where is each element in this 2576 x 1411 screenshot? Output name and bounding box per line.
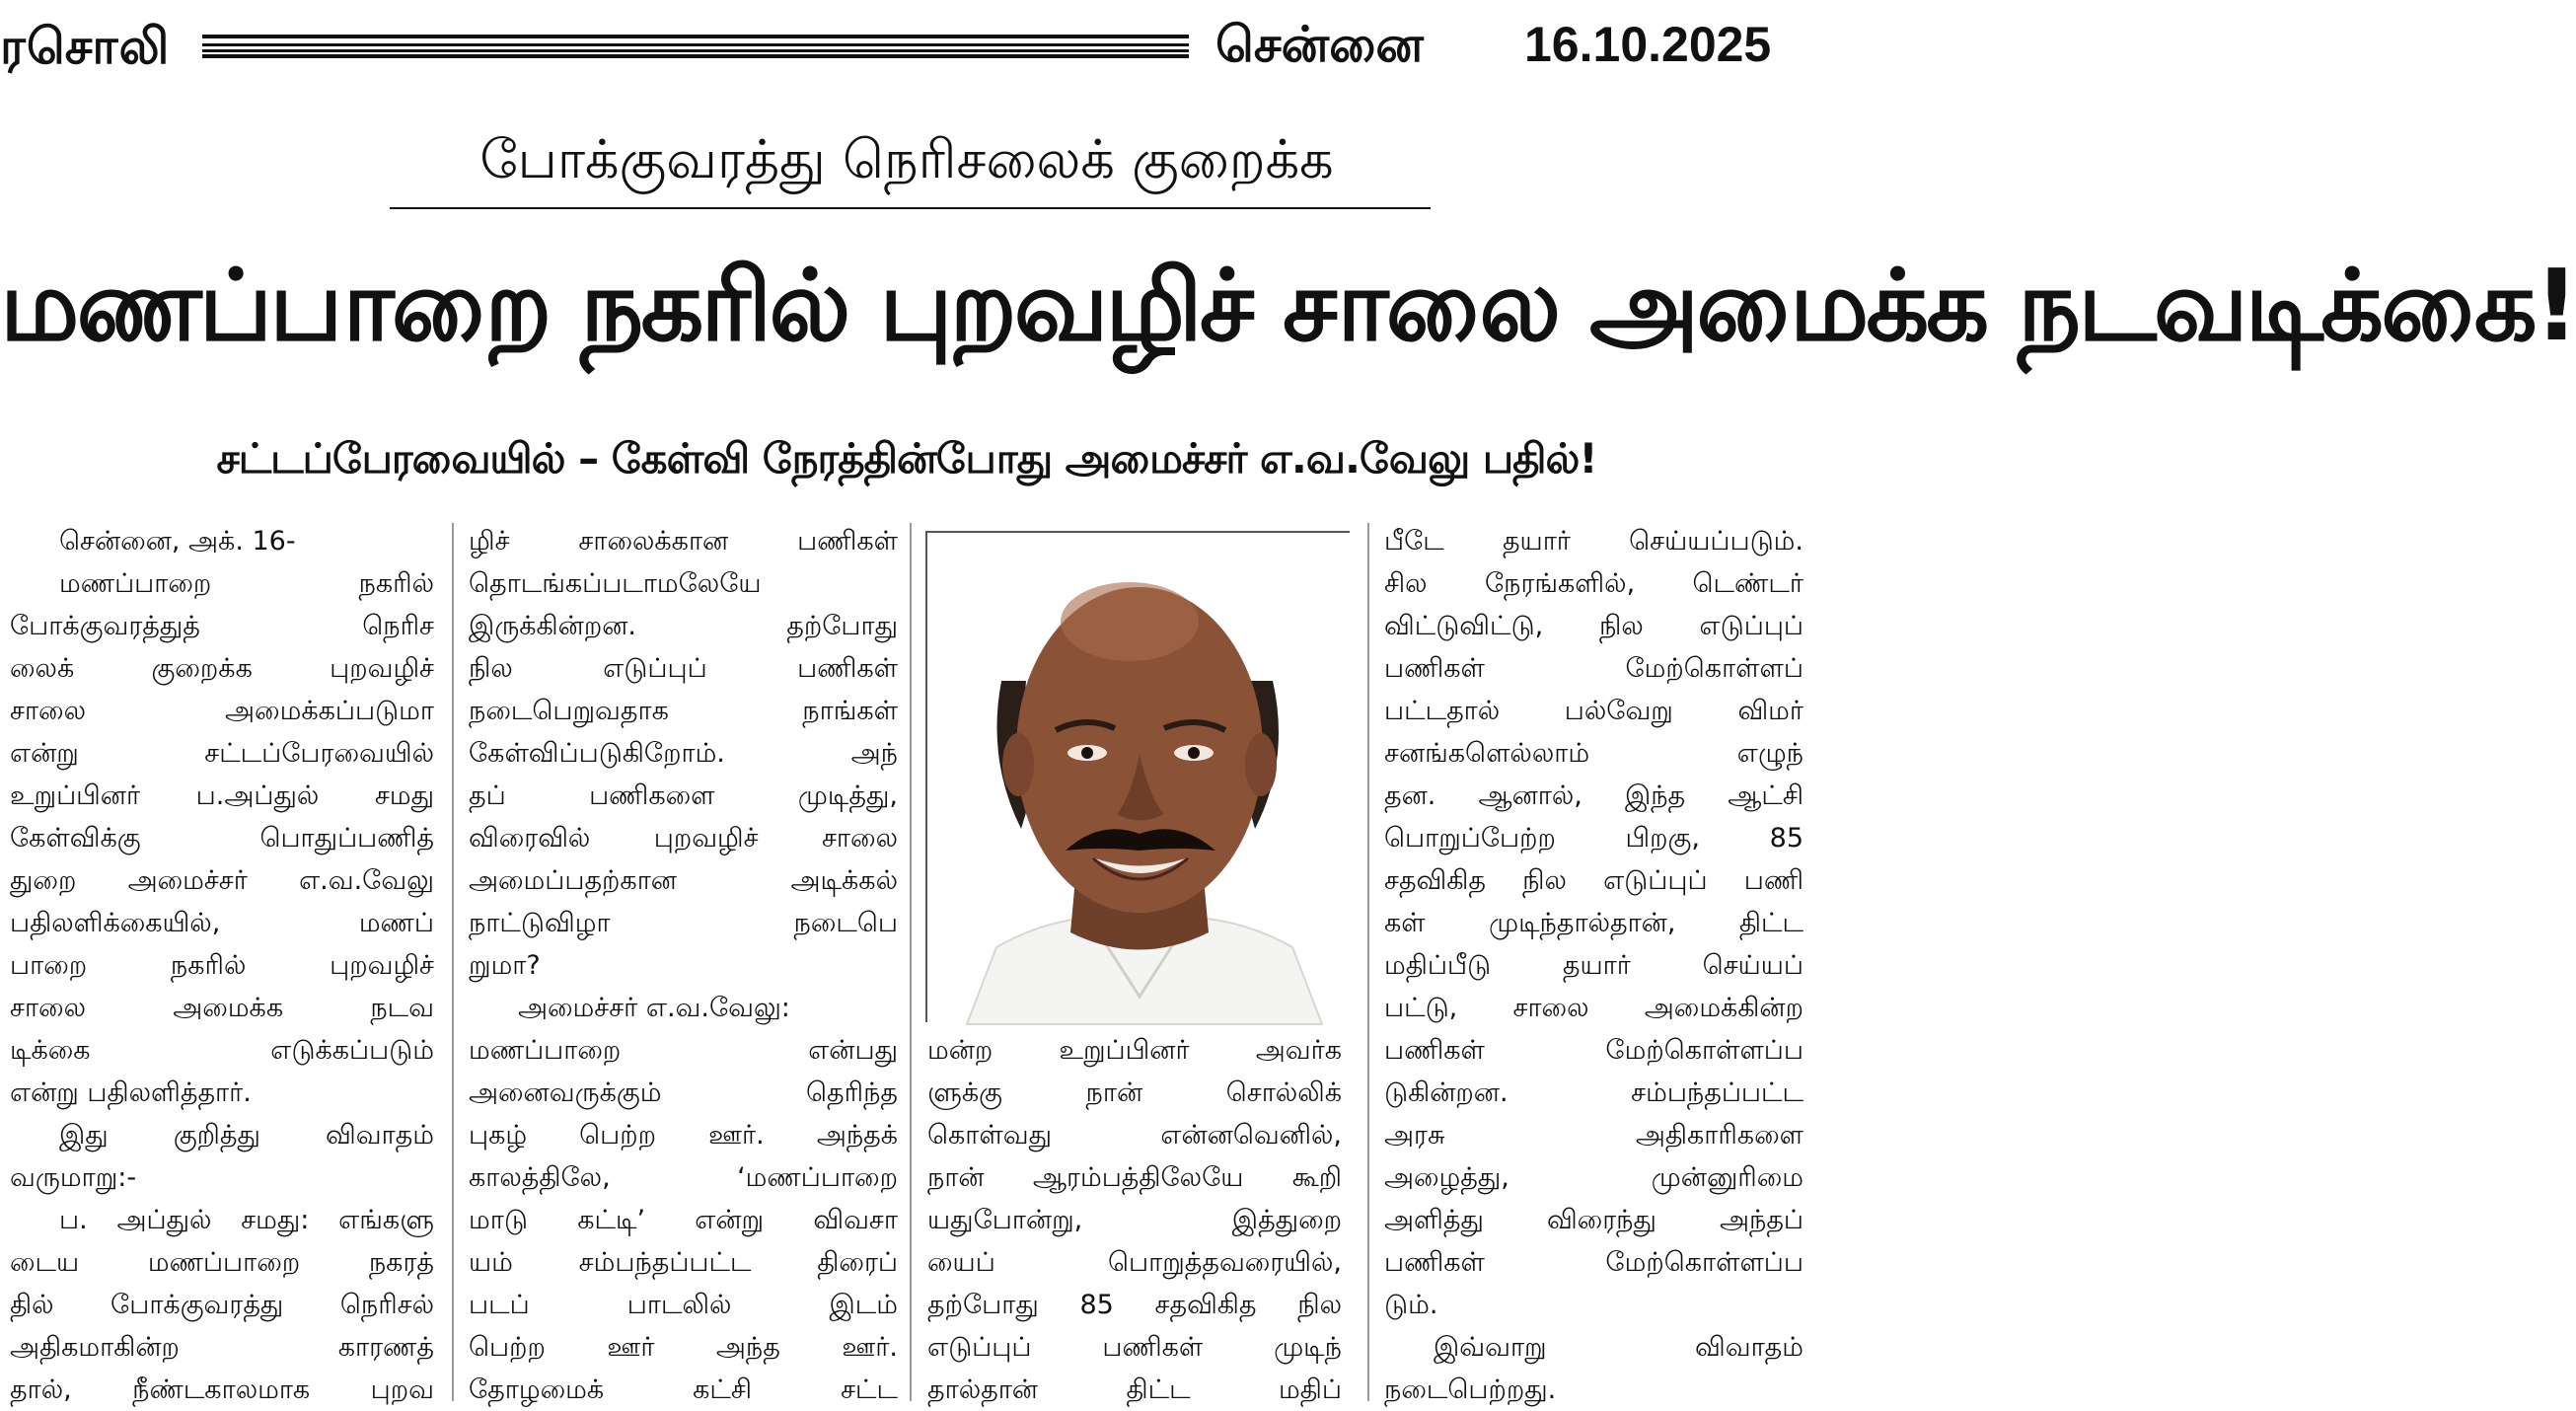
text-line: அழைத்து, முன்னுரிமை — [1384, 1162, 1803, 1193]
text-line: எடுப்புப் பணிகள் முடிந் — [927, 1332, 1342, 1363]
text-line: நான் ஆரம்பத்திலேயே கூறி — [927, 1162, 1342, 1193]
column-divider — [452, 523, 454, 1401]
text-line: பாறை நகரில் புறவழிச் — [10, 950, 434, 981]
text-line: மன்ற உறுப்பினர் அவர்க — [927, 1035, 1342, 1066]
text-line: இது குறித்து விவாதம் — [59, 1120, 434, 1151]
text-line: அதிகமாகின்ற காரணத் — [10, 1332, 434, 1363]
kicker-underline — [390, 207, 1431, 209]
text-line: கள் முடிந்தால்தான், திட்ட — [1384, 908, 1803, 938]
text-line: தன. ஆனால், இந்த ஆட்சி — [1384, 780, 1803, 811]
text-line: வருமாறு:- — [10, 1162, 137, 1193]
text-line: விட்டுவிட்டு, நில எடுப்புப் — [1384, 611, 1803, 641]
text-line: விரைவில் புறவழிச் சாலை — [469, 823, 898, 854]
sub-headline: சட்டப்பேரவையில் – கேள்வி நேரத்தின்போது அமைச்சர் எ.வ.வேலு பதில்! — [216, 434, 1597, 483]
text-line: றுமா? — [469, 950, 541, 981]
text-line: டிக்கை எடுக்கப்படும் — [10, 1035, 434, 1066]
main-headline: மணப்பாறை நகரில் புறவழிச் சாலை அமைக்க நடவடிக்கை! — [0, 248, 2576, 363]
text-line: அமைப்பதற்கான அடிக்கல் — [469, 865, 898, 896]
text-line: பெற்ற ஊர் அந்த ஊர். — [469, 1332, 898, 1363]
text-line: அளித்து விரைந்து அந்தப் — [1384, 1205, 1803, 1235]
masthead — [0, 0, 1813, 99]
text-line: உறுப்பினர் ப.அப்துல் சமது — [10, 780, 434, 811]
text-line: சாலை அமைக்கப்படுமா — [10, 696, 434, 726]
text-line: டுகின்றன. சம்பந்தப்பட்ட — [1384, 1077, 1803, 1108]
text-line: அனைவருக்கும் தெரிந்த — [469, 1077, 898, 1108]
text-line: நில எடுப்புப் பணிகள் — [469, 653, 898, 684]
text-line: மணப்பாறை நகரில் — [59, 568, 434, 599]
text-line: அமைச்சர் எ.வ.வேலு: — [518, 993, 790, 1023]
article-column-2 — [469, 520, 898, 1411]
text-line: தால்தான் திட்ட மதிப் — [927, 1374, 1342, 1405]
text-line: இருக்கின்றன. தற்போது — [469, 611, 898, 641]
text-line: தப் பணிகளை முடித்து, — [469, 780, 898, 811]
text-line: கேள்விக்கு பொதுப்பணித் — [10, 823, 434, 854]
text-line: கொள்வது என்னவெனில், — [927, 1120, 1342, 1151]
text-line: போக்குவரத்துத் நெரிச — [10, 611, 434, 641]
text-line: பணிகள் மேற்கொள்ளப்ப — [1384, 1247, 1803, 1278]
text-line: சாலை அமைக்க நடவ — [10, 993, 434, 1023]
text-line: பீடே தயார் செய்யப்படும். — [1384, 526, 1803, 557]
dateline-city: சென்னை — [1215, 16, 1424, 73]
text-line: தில் போக்குவரத்து நெரிசல் — [10, 1290, 434, 1320]
column-divider — [1367, 523, 1369, 1401]
text-line: இவ்வாறு விவாதம் — [1434, 1332, 1803, 1363]
text-line: தற்போது 85 சதவிகித நில — [927, 1290, 1342, 1320]
text-line: நடைபெற்றது. — [1384, 1374, 1557, 1405]
text-line: சனங்களெல்லாம் எழுந் — [1384, 738, 1803, 769]
text-line: மதிப்பீடு தயார் செய்யப் — [1384, 950, 1803, 981]
article-column-3 — [927, 1029, 1342, 1411]
text-line: தொடங்கப்படாமலேயே — [469, 568, 762, 599]
minister-photo — [925, 531, 1350, 1022]
text-line: டைய மணப்பாறை நகரத் — [10, 1247, 434, 1278]
text-line: பணிகள் மேற்கொள்ளப்ப — [1384, 1035, 1803, 1066]
text-line: காலத்திலே, ‘மணப்பாறை — [469, 1162, 898, 1193]
text-line: தோழமைக் கட்சி சட்ட — [469, 1374, 898, 1405]
column-divider — [910, 523, 912, 1401]
text-line: புகழ் பெற்ற ஊர். அந்தக் — [469, 1120, 898, 1151]
text-line: யைப் பொறுத்தவரையில், — [927, 1247, 1342, 1278]
kicker-headline: போக்குவரத்து நெரிசலைக் குறைக்க — [479, 128, 1334, 190]
text-line: மணப்பாறை என்பது — [469, 1035, 898, 1066]
text-line: லைக் குறைக்க புறவழிச் — [10, 653, 434, 684]
text-line: ழிச் சாலைக்கான பணிகள் — [469, 526, 898, 557]
text-line: யதுபோன்று, இத்துறை — [927, 1205, 1342, 1235]
text-line: துறை அமைச்சர் எ.வ.வேலு — [10, 865, 434, 896]
text-line: என்று பதிலளித்தார். — [10, 1077, 252, 1108]
text-line: பட்டதால் பல்வேறு விமர் — [1384, 696, 1803, 726]
article-column-4 — [1384, 520, 1803, 1411]
newspaper-name: ரசொலி — [0, 18, 171, 75]
portrait-illustration — [927, 533, 1352, 1024]
text-line: படப் பாடலில் இடம் — [469, 1290, 898, 1320]
text-line: பதிலளிக்கையில், மணப் — [10, 908, 434, 938]
text-line: கேள்விப்படுகிறோம். அந் — [469, 738, 898, 769]
text-line: ளுக்கு நான் சொல்லிக் — [927, 1077, 1342, 1108]
text-line: அரசு அதிகாரிகளை — [1384, 1120, 1803, 1151]
text-line: சென்னை, அக். 16- — [59, 526, 296, 557]
text-line: யம் சம்பந்தப்பட்ட திரைப் — [469, 1247, 898, 1278]
text-line: டும். — [1384, 1290, 1438, 1320]
text-line: தால், நீண்டகாலமாக புறவ — [10, 1374, 434, 1405]
text-line: பொறுப்பேற்ற பிறகு, 85 — [1384, 823, 1803, 854]
text-line: நாட்டுவிழா நடைபெ — [469, 908, 898, 938]
text-line: சில நேரங்களில், டெண்டர் — [1384, 568, 1803, 599]
text-line: பட்டு, சாலை அமைக்கின்ற — [1384, 993, 1803, 1023]
text-line: என்று சட்டப்பேரவையில் — [10, 738, 434, 769]
issue-date: 16.10.2025 — [1524, 17, 1772, 72]
text-line: பணிகள் மேற்கொள்ளப் — [1384, 653, 1803, 684]
text-line: நடைபெறுவதாக நாங்கள் — [469, 696, 898, 726]
text-line: சதவிகித நில எடுப்புப் பணி — [1384, 865, 1803, 896]
article-column-1 — [10, 520, 434, 1411]
text-line: மாடு கட்டி’ என்று விவசா — [469, 1205, 898, 1235]
text-line: ப. அப்துல் சமது: எங்களு — [59, 1205, 434, 1235]
masthead-rule — [202, 35, 1189, 58]
